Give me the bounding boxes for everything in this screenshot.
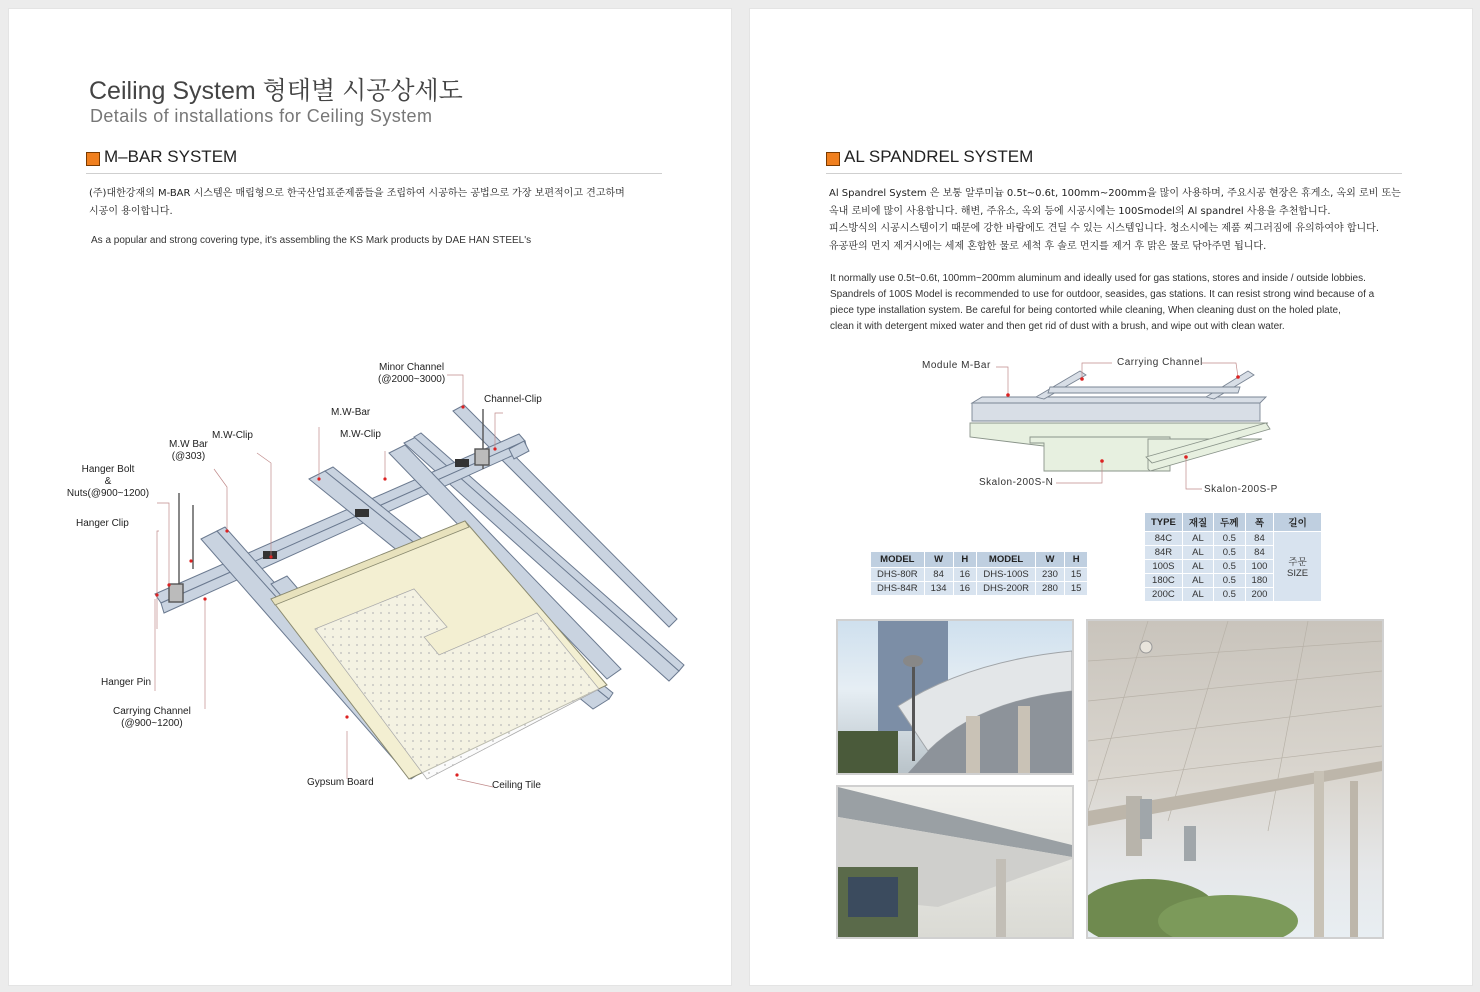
- table-cell: AL: [1182, 588, 1213, 602]
- table-header-row: [1145, 513, 1322, 532]
- label-text: (@2000~3000): [378, 374, 446, 385]
- mbar-desc-ko-2: 시공이 용이합니다.: [89, 206, 173, 217]
- section-title: M–BAR SYSTEM: [104, 147, 238, 166]
- length-line: SIZE: [1287, 568, 1309, 579]
- label-text: (@303): [171, 451, 206, 462]
- label-carrying-channel-r: Carrying Channel: [1117, 357, 1203, 368]
- label-mw-bar-top: M.W-Bar: [331, 407, 371, 418]
- label-hanger-bolt: [63, 464, 153, 500]
- table-cell: 230: [1036, 568, 1065, 582]
- table-cell: 200: [1245, 588, 1274, 602]
- table-header: MODEL: [977, 552, 1036, 568]
- table-cell: 15: [1064, 568, 1088, 582]
- label-skalon-n: Skalon-200S-N: [979, 477, 1054, 488]
- label-mw-clip-left: M.W-Clip: [212, 430, 253, 441]
- table-header: W: [1036, 552, 1065, 568]
- table-header: 재질: [1182, 513, 1213, 532]
- table-row: [871, 568, 1088, 582]
- table-cell: AL: [1182, 560, 1213, 574]
- table-cell: 100S: [1145, 560, 1183, 574]
- table-cell: 84: [924, 568, 953, 582]
- table-row: [1145, 532, 1322, 546]
- label-skalon-p: Skalon-200S-P: [1204, 484, 1278, 495]
- label-text: Minor Channel: [379, 362, 445, 373]
- label-minor-channel: [378, 362, 445, 386]
- table-cell: 180C: [1145, 574, 1183, 588]
- label-hanger-clip: Hanger Clip: [76, 518, 129, 529]
- label-ceiling-tile: Ceiling Tile: [492, 780, 541, 791]
- label-mw-clip-right: M.W-Clip: [340, 429, 381, 440]
- table-cell: 0.5: [1214, 588, 1245, 602]
- table-cell: 280: [1036, 582, 1065, 596]
- spandrel-desc-en-1: It normally use 0.5t~0.6t, 100mm~200mm aluminum and ideally used for gas stations, stores and inside / outside lobbies.: [830, 273, 1366, 284]
- table-header: MODEL: [871, 552, 925, 568]
- table-cell: 0.5: [1214, 560, 1245, 574]
- right-page: [749, 8, 1473, 986]
- photo-canopy-drawing: [838, 621, 1072, 773]
- photo-canopy-edge: [836, 785, 1074, 939]
- table-cell: 200C: [1145, 588, 1183, 602]
- table-header: 길이: [1274, 513, 1321, 532]
- model-table: [870, 551, 1088, 596]
- table-cell: DHS-200R: [977, 582, 1036, 596]
- photo-ceiling-drawing: [1088, 621, 1382, 937]
- table-cell: AL: [1182, 532, 1213, 546]
- table-cell: 84C: [1145, 532, 1183, 546]
- spandrel-desc-ko-2: 옥내 로비에 많이 사용합니다. 해변, 주유소, 옥외 등에 시공시에는 100Smodel의 Al spandrel 사용을 추천합니다.: [829, 206, 1331, 217]
- table-header: 두께: [1214, 513, 1245, 532]
- table-cell: DHS-100S: [977, 568, 1036, 582]
- length-line: 주문: [1288, 557, 1307, 568]
- photo-curved-canopy: [836, 619, 1074, 775]
- label-hanger-pin: Hanger Pin: [101, 677, 152, 688]
- table-header: W: [924, 552, 953, 568]
- spandrel-desc-ko-4: 유공판의 먼지 제거시에는 세제 혼합한 물로 세척 후 솔로 먼지를 제거 후 맑은 물로 닦아주면 됩니다.: [829, 241, 1267, 252]
- table-cell: AL: [1182, 574, 1213, 588]
- spandrel-desc-ko-1: Al Spandrel System 은 보통 알루미늄 0.5t~0.6t, 100mm~200mm을 많이 사용하며, 주요시공 현장은 휴게소, 옥외 로비 또는: [829, 188, 1401, 199]
- label-carrying-channel: [113, 706, 191, 730]
- table-cell: 16: [953, 568, 977, 582]
- mbar-desc-ko-1: (주)대한강재의 M-BAR 시스템은 매립형으로 한국산업표준제품들을 조립하여 시공하는 공법으로 가장 보편적이고 견고하며: [89, 188, 625, 199]
- table-cell: 0.5: [1214, 532, 1245, 546]
- section-title: AL SPANDREL SYSTEM: [844, 147, 1034, 166]
- label-text: (@900~1200): [121, 718, 183, 729]
- label-mw-bar: [169, 439, 208, 463]
- table-cell-length: [1274, 532, 1321, 602]
- label-gypsum-board: Gypsum Board: [307, 777, 374, 788]
- table-header: H: [1064, 552, 1088, 568]
- label-text: M.W Bar: [169, 439, 208, 450]
- table-cell: 84: [1245, 546, 1274, 560]
- spandrel-desc-en-3: piece type installation system. Be careful for being contorted while cleaning, When cleaning dust on the holed plate,: [830, 305, 1341, 316]
- mbar-desc-en: As a popular and strong covering type, it's assembling the KS Mark products by DAE HAN STEEL's: [91, 235, 532, 246]
- table-cell: DHS-84R: [871, 582, 925, 596]
- label-text: Nuts(@900~1200): [66, 488, 150, 499]
- table-cell: DHS-80R: [871, 568, 925, 582]
- spandrel-desc-ko-3: 피스방식의 시공시스템이기 때문에 강한 바람에도 견딜 수 있는 시스템입니다. 청소시에는 제품 찌그러짐에 유의하여야 합니다.: [829, 223, 1380, 234]
- spandrel-desc-en-4: clean it with detergent mixed water and then get rid of dust with a brush, and wipe out with clean water.: [830, 321, 1285, 332]
- table-cell: 84: [1245, 532, 1274, 546]
- table-row: [871, 582, 1088, 596]
- table-cell: 84R: [1145, 546, 1183, 560]
- label-module-mbar: Module M-Bar: [922, 360, 991, 371]
- table-header-row: [871, 552, 1088, 568]
- type-table: [1144, 512, 1322, 602]
- table-cell: 0.5: [1214, 546, 1245, 560]
- label-text: Carrying Channel: [113, 706, 191, 717]
- photo-edge-drawing: [838, 787, 1072, 937]
- table-cell: 16: [953, 582, 977, 596]
- spandrel-desc-en-2: Spandrels of 100S Model is recommended to use for outdoor, seasides, gas stations. It can resist strong wind because of a: [830, 289, 1375, 300]
- page-title: Ceiling System 형태별 시공상세도: [89, 77, 463, 105]
- label-channel-clip: Channel-Clip: [484, 394, 542, 405]
- table-cell: 0.5: [1214, 574, 1245, 588]
- photo-ceiling-view: [1086, 619, 1384, 939]
- table-cell: 134: [924, 582, 953, 596]
- left-page: [8, 8, 732, 986]
- table-cell: 100: [1245, 560, 1274, 574]
- table-cell: 15: [1064, 582, 1088, 596]
- table-header: H: [953, 552, 977, 568]
- table-header: TYPE: [1145, 513, 1183, 532]
- table-cell: AL: [1182, 546, 1213, 560]
- label-text: Hanger Bolt: [81, 464, 135, 475]
- table-cell: 180: [1245, 574, 1274, 588]
- table-header: 폭: [1245, 513, 1274, 532]
- label-text: &: [104, 476, 112, 487]
- page-subtitle: Details of installations for Ceiling System: [90, 106, 433, 126]
